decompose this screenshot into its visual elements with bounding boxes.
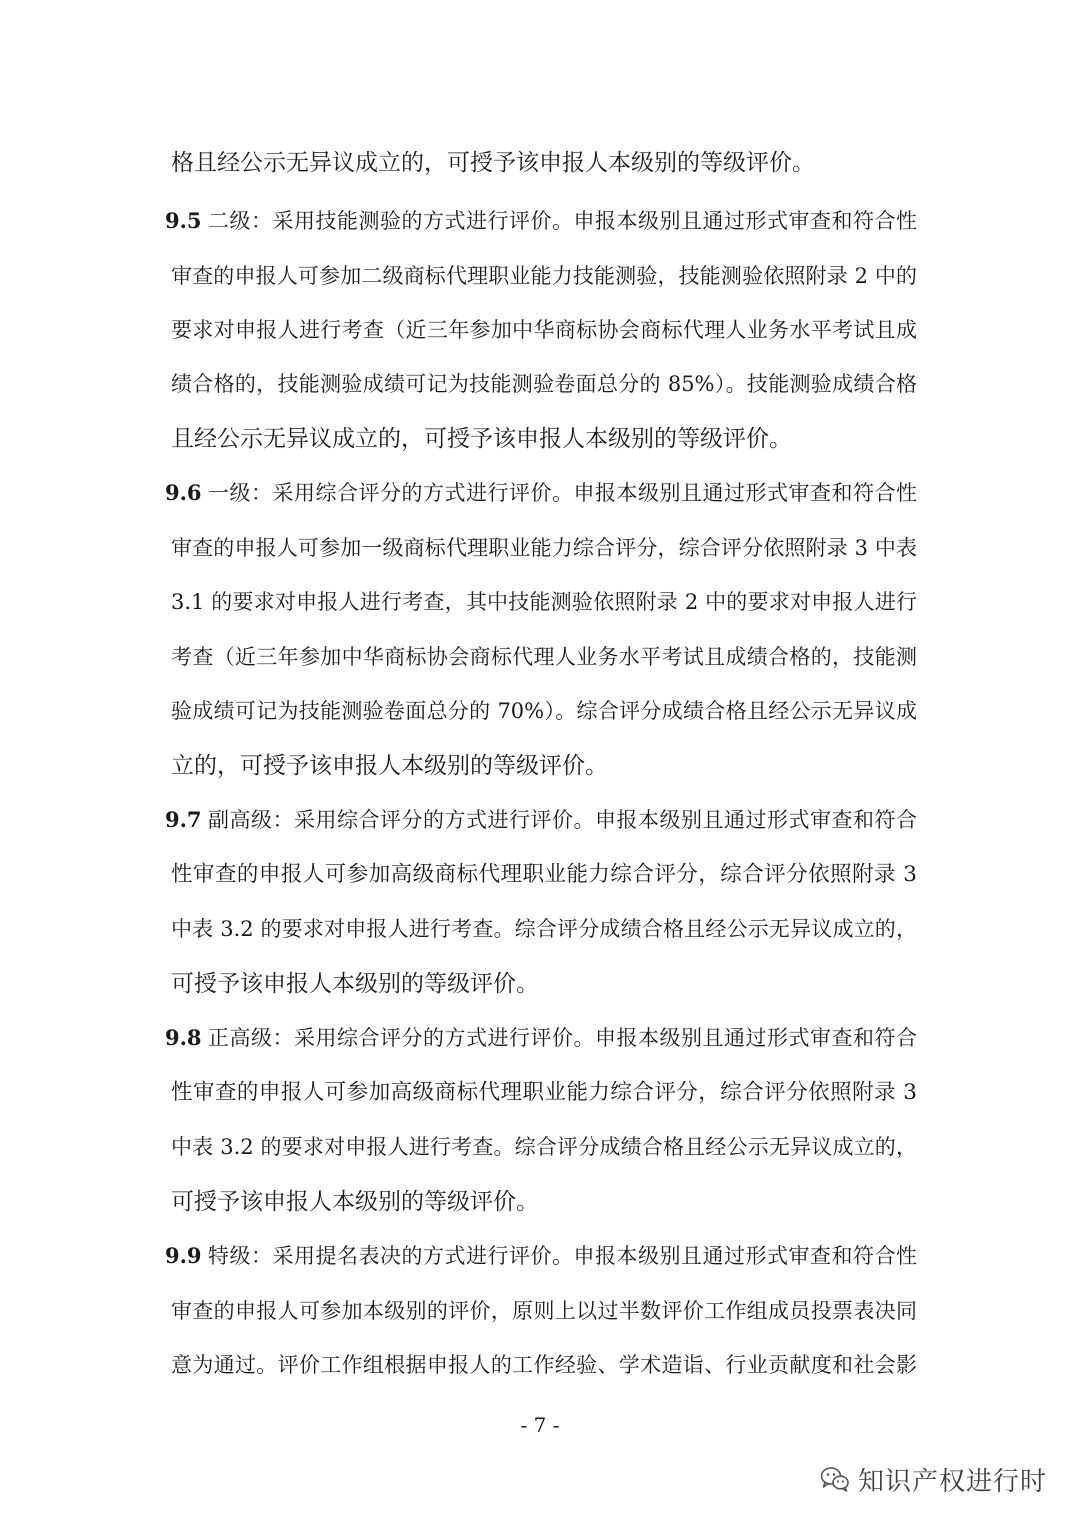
text-line	[165, 315, 917, 345]
text-line	[165, 1350, 917, 1380]
text-line	[165, 206, 917, 236]
line-text: 审查的申报人可参加本级别的评价，原则上以过半数评价工作组成员投票表决同	[171, 1299, 917, 1323]
line-text: 意为通过。评价工作组根据申报人的工作经验、学术造诣、行业贡献度和社会影	[171, 1353, 917, 1377]
line-text: 验成绩可记为技能测验卷面总分的 70%）。综合评分成绩合格且经公示无异议成	[171, 699, 917, 723]
line-text: 格且经公示无异议成立的，可授予该申报人本级别的等级评价。	[171, 150, 815, 176]
line-text: 中表 3.2 的要求对申报人进行考查。综合评分成绩合格且经公示无异议成立的，	[171, 917, 917, 941]
text-line	[165, 148, 917, 178]
line-text: 考查（近三年参加中华商标协会商标代理人业务水平考试且成绩合格的，技能测	[171, 645, 917, 669]
text-line	[165, 914, 917, 944]
line-text: 且经公示无异议成立的，可授予该申报人本级别的等级评价。	[171, 426, 792, 452]
text-line	[165, 860, 917, 890]
line-text: 中表 3.2 的要求对申报人进行考查。综合评分成绩合格且经公示无异议成立的，	[171, 1135, 917, 1159]
text-line	[165, 424, 917, 454]
text-line	[165, 1296, 917, 1326]
text-line	[165, 642, 917, 672]
line-text: 正高级：采用综合评分的方式进行评价。申报本级别且通过形式审查和符合	[207, 1026, 917, 1050]
line-text: 可授予该申报人本级别的等级评价。	[171, 971, 539, 997]
text-line	[165, 1023, 917, 1053]
text-line	[165, 369, 917, 399]
line-text: 审查的申报人可参加一级商标代理职业能力综合评分，综合评分依照附录 3 中表	[171, 536, 917, 560]
text-line	[165, 1132, 917, 1162]
watermark	[820, 1459, 1047, 1499]
wechat-icon	[820, 1465, 850, 1493]
line-text: 绩合格的，技能测验成绩可记为技能测验卷面总分的 85%）。技能测验成绩合格	[171, 372, 917, 396]
line-text: 二级：采用技能测验的方式进行评价。申报本级别且通过形式审查和符合性	[207, 209, 917, 233]
line-text: 性审查的申报人可参加高级商标代理职业能力综合评分，综合评分依照附录 3	[171, 862, 917, 887]
line-text: 一级：采用综合评分的方式进行评价。申报本级别且通过形式审查和符合性	[207, 481, 917, 505]
text-line	[165, 587, 917, 617]
page-number: - 7 -	[520, 1413, 560, 1437]
text-line	[165, 533, 917, 563]
text-line	[165, 1241, 917, 1271]
line-text: 副高级：采用综合评分的方式进行评价。申报本级别且通过形式审查和符合	[207, 808, 917, 832]
text-line	[165, 1187, 917, 1217]
text-line	[165, 261, 917, 291]
text-line	[165, 696, 917, 726]
text-line	[165, 1078, 917, 1108]
watermark-text: 知识产权进行时	[858, 1466, 1048, 1497]
text-line	[165, 751, 917, 781]
text-line	[165, 805, 917, 835]
section-number: 9.7	[165, 807, 202, 832]
section-number: 9.5	[165, 208, 202, 233]
section-number: 9.6	[165, 480, 202, 505]
line-text: 性审查的申报人可参加高级商标代理职业能力综合评分，综合评分依照附录 3	[171, 1080, 917, 1105]
line-text: 审查的申报人可参加二级商标代理职业能力技能测验，技能测验依照附录 2 中的	[171, 264, 917, 288]
line-text: 特级：采用提名表决的方式进行评价。申报本级别且通过形式审查和符合性	[207, 1244, 917, 1268]
line-text: 3.1 的要求对申报人进行考查，其中技能测验依照附录 2 中的要求对申报人进行	[171, 590, 917, 614]
line-text: 立的，可授予该申报人本级别的等级评价。	[171, 753, 608, 779]
text-line	[165, 478, 917, 508]
section-number: 9.8	[165, 1025, 202, 1050]
line-text: 要求对申报人进行考查（近三年参加中华商标协会商标代理人业务水平考试且成	[171, 318, 917, 342]
section-number: 9.9	[165, 1243, 202, 1268]
text-line	[165, 969, 917, 999]
line-text: 可授予该申报人本级别的等级评价。	[171, 1189, 539, 1215]
